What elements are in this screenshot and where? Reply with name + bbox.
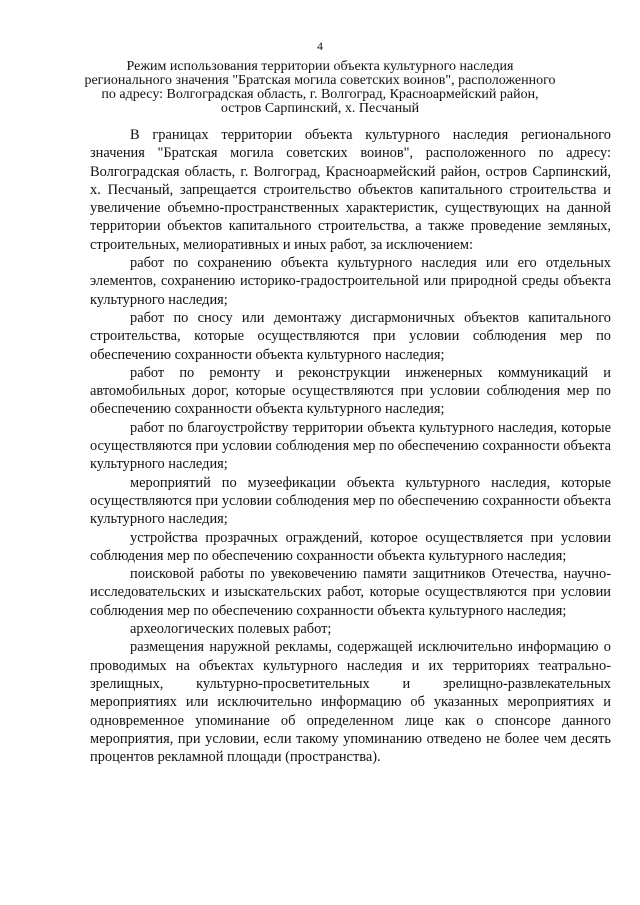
exception-item: работ по сносу или демонтажу дисгармоничных объектов капитального строительства, которые осуществляются при условии соблюдения мер по обеспечению сохранности объекта культурного наследия; — [90, 309, 611, 363]
exception-item: работ по ремонту и реконструкции инженерных коммуникаций и автомобильных дорог, которые осуществляются при условии соблюдения мер по обеспечению сохранности объекта культурного наследия; — [90, 364, 611, 418]
exception-item: работ по благоустройству территории объекта культурного наследия, которые осуществляются при условии соблюдения мер по обеспечению сохранности объекта культурного наследия; — [90, 419, 611, 473]
exception-item: устройства прозрачных ограждений, которое осуществляется при условии соблюдения мер по обеспечению сохранности объекта культурного наследия; — [90, 529, 611, 564]
exception-item: археологических полевых работ; — [130, 621, 332, 638]
exception-item: поисковой работы по увековечению памяти защитников Отечества, научно-исследовательских и изыскательских работ, которые осуществляются при условии соблюдения мер по обеспечению сохранности объекта культурного наследия; — [90, 566, 611, 619]
exception-item: мероприятий по музеефикации объекта культурного наследия, которые осуществляются при условии соблюдения мер по обеспечению сохранности объекта культурного наследия; — [90, 474, 611, 528]
intro-paragraph: В границах территории объекта культурного наследия регионального значения "Братская могила советских воинов", расположенного по адресу: Волгоградская область, г. Волгоград, Красноармейский район, остров Сарпинский, х. Песчаный, запрещается строительство объектов капитального строительства и увеличение объемно-пространственных характеристик, существующих на данной территории объектов капитального строительства, а также проведение земляных, строительных, мелиоративных и иных работ, за исключением: — [90, 127, 611, 253]
exception-item: размещения наружной рекламы, содержащей исключительно информацию о проводимых на объектах культурного наследия и их территориях театрально-зрелищных, культурно-просветительных и зрелищно-развлекательных мероприятиях или исключительно информацию об указанных мероприятиях и одновременное упоминание об определенном лице как о спонсоре данного мероприятия, при условии, если такому упоминанию отведено не более чем десять процентов рекламной площади (пространства). — [90, 639, 611, 766]
heading-line: остров Сарпинский, х. Песчаный — [220, 101, 420, 116]
heading-line: Режим использования территории объекта культурного наследия — [126, 59, 514, 74]
document-heading — [78, 60, 562, 116]
page-number: 4 — [317, 39, 323, 53]
exception-item: работ по сохранению объекта культурного наследия или его отдельных элементов, сохранению историко-градостроительной или природной среды объекта культурного наследия; — [90, 255, 611, 308]
heading-line: регионального значения "Братская могила советских воинов", расположенного — [84, 73, 556, 88]
heading-line: по адресу: Волгоградская область, г. Волгоград, Красноармейский район, — [101, 87, 539, 102]
document-body — [90, 126, 611, 766]
